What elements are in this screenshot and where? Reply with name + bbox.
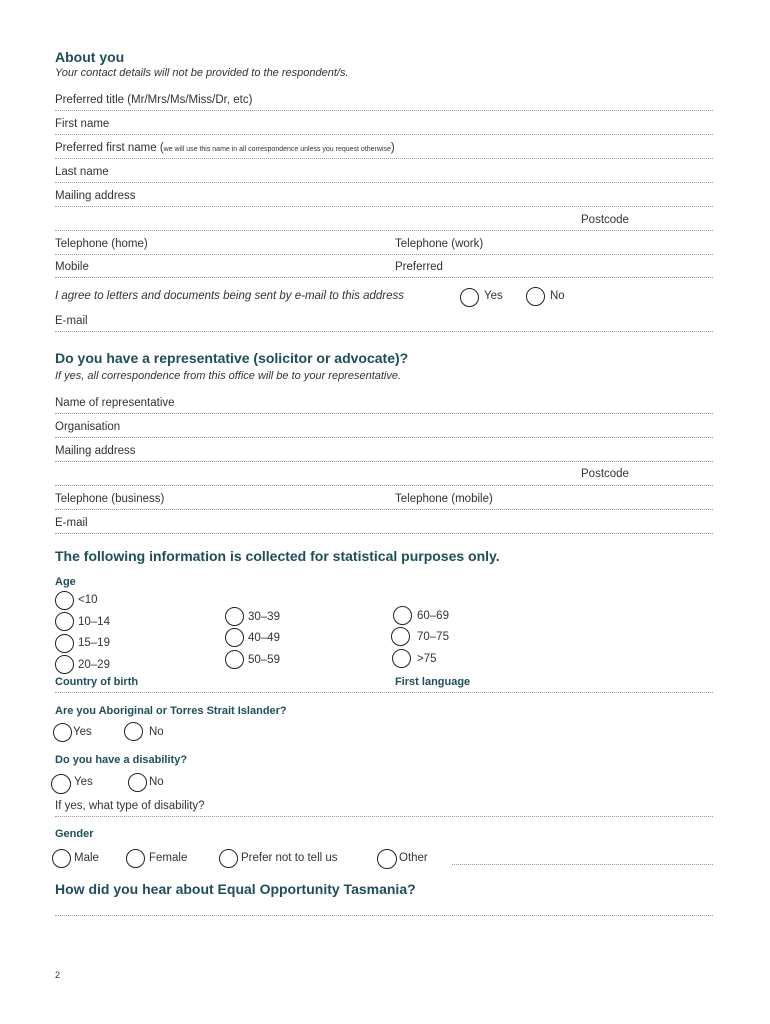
age-radio-over75[interactable] <box>392 649 411 668</box>
age-label-40-49: 40–49 <box>248 632 280 644</box>
postcode-field[interactable] <box>55 230 713 231</box>
first-name-field[interactable] <box>55 134 713 135</box>
disability-yes-radio[interactable] <box>51 774 71 794</box>
age-radio-10-14[interactable] <box>55 612 74 631</box>
age-radio-15-19[interactable] <box>55 634 74 653</box>
hear-field[interactable] <box>55 915 713 916</box>
email-agree-yes-radio[interactable] <box>460 288 479 307</box>
rep-mailing-address-field[interactable] <box>55 461 713 462</box>
first-language-label: First language <box>395 676 471 688</box>
mobile-label: Mobile <box>55 261 89 273</box>
aboriginal-no-radio[interactable] <box>124 722 143 741</box>
gender-male-radio[interactable] <box>52 849 71 868</box>
gender-female-radio[interactable] <box>126 849 145 868</box>
aboriginal-yes-radio[interactable] <box>53 723 72 742</box>
age-label-10-14: 10–14 <box>78 616 110 628</box>
disability-question: Do you have a disability? <box>55 754 188 766</box>
rep-email-field[interactable] <box>55 533 713 534</box>
telephone-field[interactable] <box>55 254 713 255</box>
aboriginal-no-label: No <box>149 726 164 738</box>
rep-postcode-label: Postcode <box>581 468 629 480</box>
age-label-50-59: 50–59 <box>248 654 280 666</box>
country-of-birth-label: Country of birth <box>55 676 139 688</box>
last-name-label: Last name <box>55 166 109 178</box>
rep-telephone-field[interactable] <box>55 509 713 510</box>
rep-postcode-field[interactable] <box>55 485 713 486</box>
mobile-field[interactable] <box>55 277 713 278</box>
organisation-field[interactable] <box>55 437 713 438</box>
preferred-first-name-field[interactable] <box>55 158 713 159</box>
disability-type-label: If yes, what type of disability? <box>55 800 205 812</box>
page-number: 2 <box>55 970 61 980</box>
disability-no-label: No <box>149 776 164 788</box>
telephone-work-label: Telephone (work) <box>395 238 484 250</box>
statistics-heading: The following information is collected for statistical purposes only. <box>55 548 500 564</box>
email-field[interactable] <box>55 331 713 332</box>
email-agree-label: I agree to letters and documents being sent by e-mail to this address <box>55 290 405 302</box>
telephone-home-label: Telephone (home) <box>55 238 148 250</box>
age-label-over75: >75 <box>417 653 437 665</box>
disability-yes-label: Yes <box>74 776 93 788</box>
representative-subtitle: If yes, all correspondence from this office will be to your representative. <box>55 370 402 382</box>
gender-other-field[interactable] <box>452 864 713 865</box>
rep-email-label: E-mail <box>55 517 88 529</box>
preferred-title-label: Preferred title (Mr/Mrs/Ms/Miss/Dr, etc) <box>55 94 253 106</box>
preferred-first-name-label: Preferred first name (we will use this name in all correspondence unless you request otherwise) <box>55 142 395 154</box>
disability-no-radio[interactable] <box>128 773 147 792</box>
rep-mailing-address-label: Mailing address <box>55 445 136 457</box>
gender-female-label: Female <box>149 852 188 864</box>
email-agree-yes-label: Yes <box>484 290 503 302</box>
age-radio-30-39[interactable] <box>225 607 244 626</box>
gender-prefer-not-label: Prefer not to tell us <box>241 852 338 864</box>
age-label-70-75: 70–75 <box>417 631 449 643</box>
about-subtitle: Your contact details will not be provided to the respondent/s. <box>55 67 349 79</box>
telephone-mobile-label: Telephone (mobile) <box>395 493 493 505</box>
age-radio-under10[interactable] <box>55 591 74 610</box>
gender-male-label: Male <box>74 852 99 864</box>
preferred-first-name-note: we will use this name in all correspondence unless you request otherwise <box>163 146 391 153</box>
gender-other-radio[interactable] <box>377 849 397 869</box>
hear-heading: How did you hear about Equal Opportunity Tasmania? <box>55 881 416 897</box>
age-label-60-69: 60–69 <box>417 610 449 622</box>
age-radio-20-29[interactable] <box>55 655 74 674</box>
preferred-label: Preferred <box>395 261 443 273</box>
gender-other-label: Other <box>399 852 428 864</box>
representative-name-label: Name of representative <box>55 397 175 409</box>
age-label-15-19: 15–19 <box>78 637 110 649</box>
postcode-label: Postcode <box>581 214 629 226</box>
about-heading: About you <box>55 49 125 65</box>
organisation-label: Organisation <box>55 421 121 433</box>
mailing-address-label: Mailing address <box>55 190 136 202</box>
telephone-business-label: Telephone (business) <box>55 493 165 505</box>
preferred-title-field[interactable] <box>55 110 713 111</box>
age-radio-40-49[interactable] <box>225 628 244 647</box>
age-radio-50-59[interactable] <box>225 650 244 669</box>
email-agree-no-label: No <box>550 290 565 302</box>
age-radio-60-69[interactable] <box>393 606 412 625</box>
last-name-field[interactable] <box>55 182 713 183</box>
age-label-20-29: 20–29 <box>78 659 110 671</box>
aboriginal-yes-label: Yes <box>73 726 92 738</box>
representative-heading: Do you have a representative (solicitor or advocate)? <box>55 350 409 366</box>
age-label: Age <box>55 576 76 588</box>
email-agree-no-radio[interactable] <box>526 287 545 306</box>
mailing-address-field[interactable] <box>55 206 713 207</box>
age-radio-70-75[interactable] <box>391 627 410 646</box>
first-name-label: First name <box>55 118 110 130</box>
disability-type-field[interactable] <box>55 816 713 817</box>
country-language-field[interactable] <box>55 692 713 693</box>
age-label-30-39: 30–39 <box>248 611 280 623</box>
gender-prefer-not-radio[interactable] <box>219 849 238 868</box>
gender-label: Gender <box>55 828 94 840</box>
email-label: E-mail <box>55 315 88 327</box>
age-label-under10: <10 <box>78 594 98 606</box>
representative-name-field[interactable] <box>55 413 713 414</box>
aboriginal-question: Are you Aboriginal or Torres Strait Islander? <box>55 705 287 717</box>
